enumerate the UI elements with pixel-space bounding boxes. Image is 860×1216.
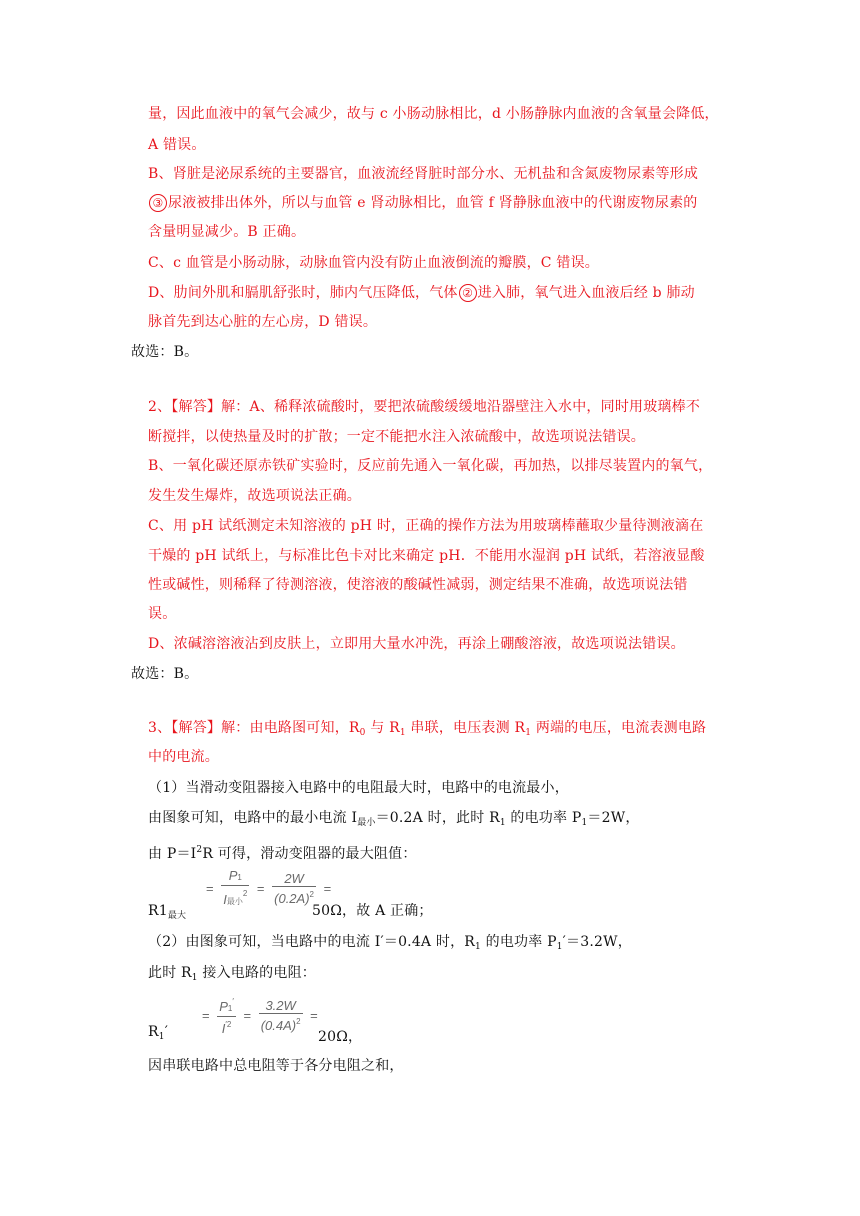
formula-2-image: = $\frac{P1'}{I^{'2}}$ = $\frac{3.2W}{(0.4A)^2}$ = <box>198 994 322 1036</box>
superscript: 2 <box>309 890 314 899</box>
subscript: 最小 <box>226 897 243 906</box>
q2-line-7: 性或碱性，则稀释了待测溶液，使溶液的酸碱性减弱，测定结果不准确，故选项说法错 <box>148 577 688 593</box>
superscript: 2 <box>196 845 203 855</box>
q3-line-4-a: 由图象可知，电路中的最小电流 I <box>148 810 358 826</box>
q2-line-3: B、一氧化碳还原赤铁矿实验时，反应前先通入一氧化碳，再加热，以排尽装置内的氧气， <box>148 458 713 474</box>
q1-line-4 <box>148 193 697 213</box>
q3-line-4-c: 的电功率 P <box>505 810 582 826</box>
subscript: 1 <box>158 1032 165 1042</box>
formula-text: 2W <box>272 871 316 887</box>
label-r: R <box>148 1024 159 1040</box>
q2-line-8: 误。 <box>148 606 177 622</box>
subscript: 1 <box>237 873 242 882</box>
formula-2-result: 20Ω， <box>318 1029 363 1045</box>
q2-answer: 故选：B。 <box>131 666 199 682</box>
q1-line-7-text-a: D、肋间外肌和膈肌舒张时，肺内气压降低，气体 <box>148 285 458 301</box>
q3-line-5-b: R 可得，滑动变阻器的最大阻值： <box>202 846 417 862</box>
subscript: 1 <box>556 942 563 952</box>
q3-line-1 <box>148 718 706 743</box>
prime: ′ <box>164 1024 169 1040</box>
q3-line-7-a: 此时 R <box>148 965 192 981</box>
formula-text: P <box>219 999 228 1014</box>
q1-line-1: 量，因此血液中的氧气会减少，故与 c 小肠动脉相比，d 小肠静脉内血液的含氧量会降低， <box>148 106 719 122</box>
q2-line-1: 2、【解答】解：A、稀释浓硫酸时，要把浓硫酸缓缓地沿器壁注入水中，同时用玻璃棒不 <box>148 399 701 415</box>
q3-line-6-a: （2）由图象可知，当电路中的电流 I′＝0.4A 时，R <box>148 934 476 950</box>
subscript: 0 <box>359 728 366 738</box>
q1-line-3: B、肾脏是泌尿系统的主要器官，血液流经肾脏时部分水、无机盐和含氮废物尿素等形成 <box>148 166 699 182</box>
subscript: 最小 <box>357 818 376 828</box>
formula-text: (0.2A) <box>274 891 310 906</box>
q1-line-5: 含量明显减少。B 正确。 <box>148 224 306 240</box>
subscript: 1 <box>191 973 198 983</box>
formula-1-image: = $\frac{P1}{I最小^2}$ = $\frac{2W}{(0.2A)^2}$ = <box>206 868 332 907</box>
subscript: 1 <box>499 818 506 828</box>
fraction-3-2w-over-current <box>259 998 303 1033</box>
q2-line-9: D、浓碱溶溶液沾到皮肤上，立即用大量水冲洗，再涂上硼酸溶液，故选项说法错误。 <box>148 636 685 652</box>
subscript: 1 <box>525 728 532 738</box>
formula-1-label <box>148 901 186 926</box>
q3-line-7 <box>148 963 316 988</box>
q3-line-1-a: 3、【解答】解：由电路图可知，R <box>148 720 360 736</box>
subscript: 最大 <box>167 911 187 921</box>
q3-line-4-d: ＝2W， <box>587 810 640 826</box>
q1-line-4-text: 尿液被排出体外，所以与血管 e 肾动脉相比，血管 f 肾静脉血液中的代谢废物尿素的 <box>168 195 698 211</box>
formula-2-label <box>148 1022 168 1047</box>
q2-line-2: 断搅拌，以使热量及时的扩散；一定不能把水注入浓硫酸中，故选项说法错误。 <box>148 429 645 445</box>
formula-text: P <box>228 868 238 883</box>
circled-number-3: ③ <box>149 194 167 212</box>
q1-line-7-text-b: 进入肺，氧气进入血液后经 b 肺动 <box>477 285 695 301</box>
q3-line-5 <box>148 840 417 864</box>
superscript: 2 <box>242 889 248 898</box>
q2-line-5: C、用 pH 试纸测定未知溶液的 pH 时，正确的操作方法为用玻璃棒蘸取少量待测液滴在 <box>148 518 704 534</box>
q2-line-6: 干燥的 pH 试纸上，与标准比色卡对比来确定 pH．不能用水湿润 pH 试纸，若溶液显酸 <box>148 548 705 564</box>
q3-line-6 <box>148 932 632 957</box>
subscript: 1 <box>227 1004 233 1013</box>
subscript: 1 <box>475 942 481 952</box>
formula-text: I <box>223 892 227 907</box>
q3-line-4-b: ＝0.2A 时，此时 R <box>375 810 500 826</box>
subscript: 1 <box>399 728 406 738</box>
q3-line-1-c: 串联，电压表测 R <box>405 720 526 736</box>
circled-number-2: ② <box>459 284 477 302</box>
q3-line-3: （1）当滑动变阻器接入电路中的电阻最大时，电路中的电流最小， <box>148 780 569 796</box>
q3-line-5-a: 由 P＝I <box>148 846 197 862</box>
fraction-p1prime-over-iprime2 <box>217 994 236 1036</box>
q3-line-6-b: 的电功率 P <box>480 934 557 950</box>
q3-line-7-b: 接入电路的电阻： <box>197 965 316 981</box>
q3-line-4 <box>148 808 640 833</box>
formula-text: (0.4A) <box>260 1017 297 1033</box>
superscript: 2 <box>296 1016 301 1026</box>
formula-1-result: 50Ω，故 A 正确； <box>312 903 433 919</box>
prime: ′ <box>232 997 234 1006</box>
q1-line-6: C、c 血管是小肠动脉，动脉血管内没有防止血液倒流的瓣膜，C 错误。 <box>148 255 599 271</box>
label-r1: R1 <box>148 903 168 919</box>
q3-line-1-b: 与 R <box>365 720 400 736</box>
q3-line-6-c: ′＝3.2W， <box>562 934 632 950</box>
q3-line-8: 因串联电路中总电阻等于各分电阻之和， <box>148 1058 404 1074</box>
fraction-p1-over-i2 <box>221 868 249 909</box>
q1-line-7 <box>148 283 695 303</box>
formula-text: I <box>221 1021 226 1036</box>
q3-line-2: 中的电流。 <box>148 749 219 765</box>
q2-line-4: 发生发生爆炸，故选项说法正确。 <box>148 488 361 504</box>
q3-line-1-d: 两端的电压，电流表测电路 <box>531 720 707 736</box>
subscript: 1 <box>581 818 588 828</box>
q1-line-2: A 错误。 <box>148 137 206 153</box>
q1-answer: 故选：B。 <box>131 344 199 360</box>
superscript: ′2 <box>225 1020 232 1029</box>
fraction-2w-over-current <box>272 871 316 906</box>
formula-text: 3.2W <box>259 998 303 1014</box>
q1-line-8: 脉首先到达心脏的左心房，D 错误。 <box>148 314 378 330</box>
